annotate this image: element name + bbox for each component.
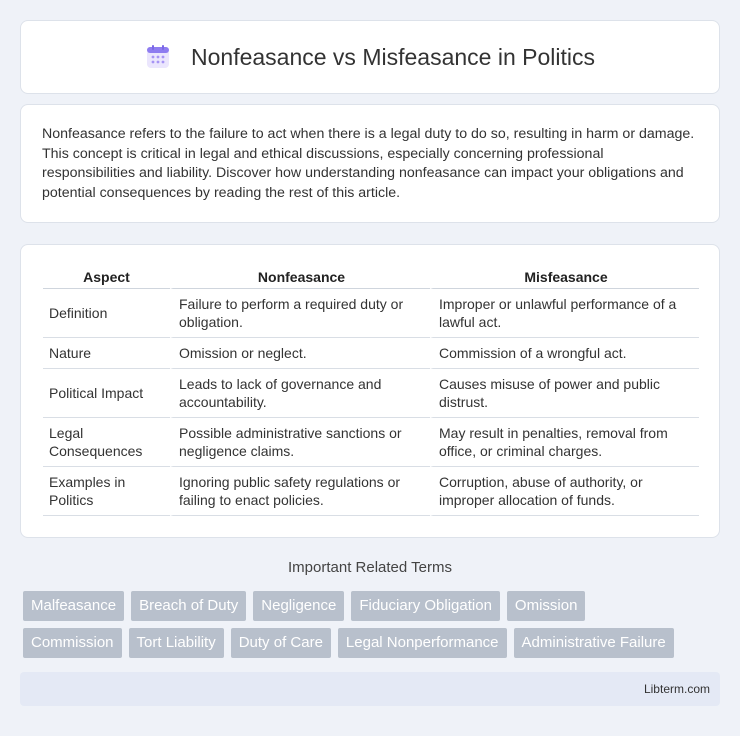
related-terms bbox=[23, 591, 723, 665]
table-cell: Failure to perform a required duty or obligation. bbox=[170, 289, 430, 338]
tag-duty-of-care[interactable]: Duty of Care bbox=[231, 628, 331, 658]
table-row bbox=[43, 369, 699, 418]
table-row bbox=[43, 467, 699, 516]
table-cell: Causes misuse of power and public distrust. bbox=[430, 369, 699, 418]
table-row bbox=[43, 418, 699, 467]
header-aspect: Aspect bbox=[43, 267, 170, 289]
tag-breach-of-duty[interactable]: Breach of Duty bbox=[131, 591, 246, 621]
header-card bbox=[20, 20, 720, 94]
comparison-card bbox=[20, 244, 720, 538]
table-cell: Ignoring public safety regulations or failing to enact policies. bbox=[170, 467, 430, 516]
footer bbox=[20, 672, 720, 706]
page-title: Nonfeasance vs Misfeasance in Politics bbox=[191, 43, 595, 70]
table-row bbox=[43, 289, 699, 338]
tag-administrative-failure[interactable]: Administrative Failure bbox=[514, 628, 674, 658]
tag-malfeasance[interactable]: Malfeasance bbox=[23, 591, 124, 621]
comparison-table bbox=[43, 267, 699, 516]
table-cell: Political Impact bbox=[43, 369, 170, 418]
intro-text: Nonfeasance refers to the failure to act when there is a legal duty to do so, resulting in harm or damage. This concept is critical in legal and ethical discussions, especially concerning professional responsibilities and liability. Discover how understanding nonfeasance can impact your obligations and potential consequences by reading the rest of this article. bbox=[42, 126, 695, 201]
intro-card bbox=[20, 104, 720, 223]
table-row bbox=[43, 338, 699, 369]
tag-row bbox=[23, 591, 723, 621]
table-cell: Omission or neglect. bbox=[170, 338, 430, 369]
related-terms-title: Important Related Terms bbox=[288, 559, 452, 576]
table-cell: Definition bbox=[43, 289, 170, 338]
table-cell: Improper or unlawful performance of a lawful act. bbox=[430, 289, 699, 338]
tag-tort-liability[interactable]: Tort Liability bbox=[129, 628, 224, 658]
tag-omission[interactable]: Omission bbox=[507, 591, 586, 621]
table-cell: Legal Consequences bbox=[43, 418, 170, 467]
table-cell: Commission of a wrongful act. bbox=[430, 338, 699, 369]
footer-link[interactable]: Libterm.com bbox=[643, 682, 710, 696]
table-header-row bbox=[43, 267, 699, 289]
tag-negligence[interactable]: Negligence bbox=[253, 591, 344, 621]
tag-row bbox=[23, 628, 723, 658]
tag-commission[interactable]: Commission bbox=[23, 628, 122, 658]
calendar-icon bbox=[145, 44, 171, 70]
tag-fiduciary-obligation[interactable]: Fiduciary Obligation bbox=[351, 591, 500, 621]
table-cell: Corruption, abuse of authority, or improper allocation of funds. bbox=[430, 467, 699, 516]
table-cell: Examples in Politics bbox=[43, 467, 170, 516]
header-nonfeasance: Nonfeasance bbox=[170, 267, 430, 289]
table-cell: Possible administrative sanctions or negligence claims. bbox=[170, 418, 430, 467]
table-cell: Leads to lack of governance and accountability. bbox=[170, 369, 430, 418]
table-cell: May result in penalties, removal from office, or criminal charges. bbox=[430, 418, 699, 467]
tag-legal-nonperformance[interactable]: Legal Nonperformance bbox=[338, 628, 507, 658]
table-cell: Nature bbox=[43, 338, 170, 369]
header-misfeasance: Misfeasance bbox=[430, 267, 699, 289]
